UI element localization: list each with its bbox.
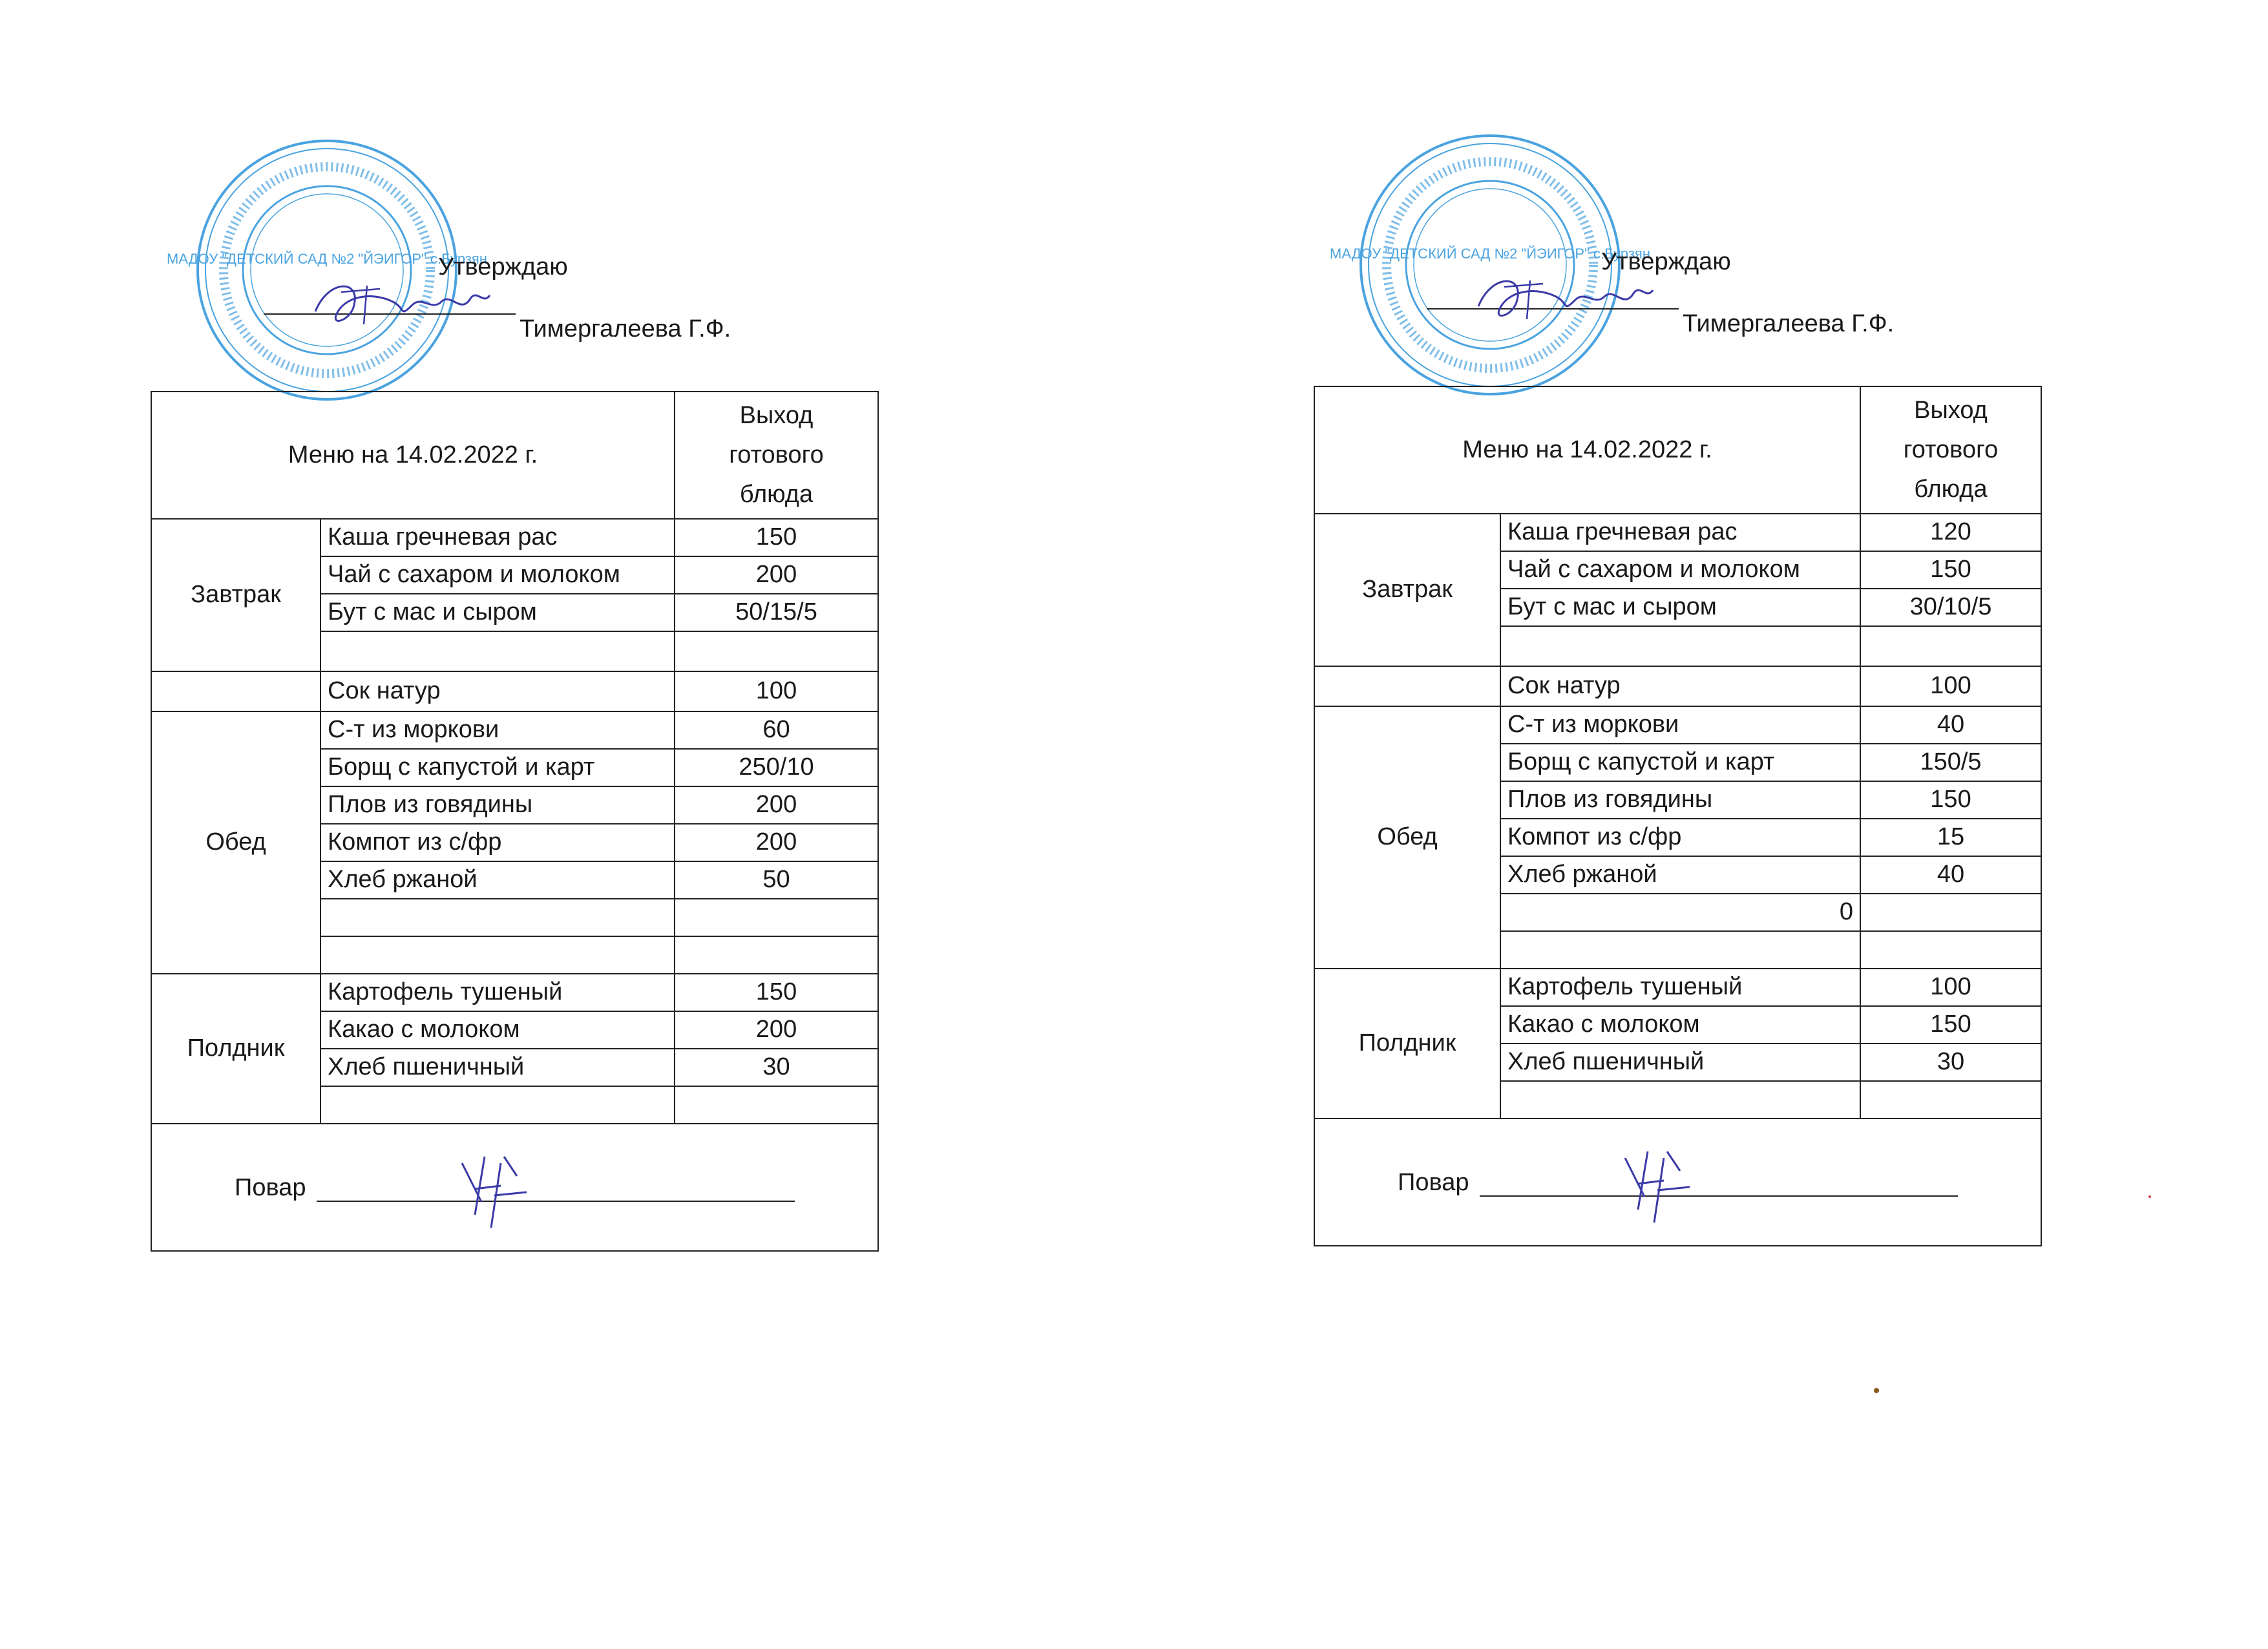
cook-label: Повар	[1398, 1169, 1469, 1196]
menu-sheet-right	[1310, 111, 2086, 1468]
output-header-line: Выход	[1914, 397, 1988, 425]
dish-name: Картофель тушеный	[320, 974, 675, 1011]
dish-output: 200	[675, 556, 878, 594]
dish-name: Какао с молоком	[1500, 1006, 1860, 1044]
dish-output: 50	[675, 861, 878, 899]
approver-name: Тимергалеева Г.Ф.	[520, 315, 731, 342]
empty-cell	[1500, 1081, 1860, 1119]
menu-sheet-left	[147, 116, 923, 1473]
empty-cell	[320, 1086, 675, 1124]
dish-output: 150	[675, 519, 878, 556]
empty-cell	[675, 631, 878, 671]
dish-name: С-т из моркови	[1500, 706, 1860, 744]
dish-name: Чай с сахаром и молоком	[320, 556, 675, 594]
dish-name: Борщ с капустой и карт	[320, 749, 675, 786]
meal-label-breakfast: Завтрак	[1314, 514, 1500, 666]
dish-name: Каша гречневая рас	[1500, 514, 1860, 551]
empty-cell	[675, 899, 878, 936]
empty-cell	[1860, 1081, 2041, 1119]
dish-name: Бут с мас и сыром	[320, 594, 675, 631]
dish-output: 15	[1860, 819, 2041, 856]
menu-table	[1314, 386, 2042, 1246]
dish-output: 30/10/5	[1860, 589, 2041, 626]
dish-output: 200	[675, 824, 878, 861]
output-header	[675, 392, 878, 519]
menu-title: Меню на 14.02.2022 г.	[1314, 386, 1860, 514]
cook-label: Повар	[235, 1174, 306, 1201]
output-header	[1860, 386, 2041, 514]
cook-footer	[151, 1124, 878, 1251]
stamp-center-text: МАДОУ "ДЕТСКИЙ САД №2 "ЙЭИГОР" с.Бурзян	[167, 251, 487, 267]
dish-name: Сок натур	[1500, 666, 1860, 706]
paper-speck	[2148, 1195, 2151, 1198]
cook-signature-icon	[1619, 1145, 1696, 1229]
dish-output: 200	[675, 786, 878, 824]
dish-output: 250/10	[675, 749, 878, 786]
cook-signature-icon	[456, 1150, 533, 1234]
dish-output: 100	[1860, 969, 2041, 1006]
dish-output: 150/5	[1860, 744, 2041, 781]
meal-label-lunch: Обед	[1314, 706, 1500, 969]
output-header-line: блюда	[1914, 475, 1988, 503]
approve-title: Утверждаю	[438, 253, 568, 280]
meal-label-afternoon: Полдник	[151, 974, 320, 1124]
dish-name: Сок натур	[320, 671, 675, 711]
dish-name: Плов из говядины	[320, 786, 675, 824]
menu-title: Меню на 14.02.2022 г.	[151, 392, 675, 519]
meal-label-breakfast: Завтрак	[151, 519, 320, 671]
output-header-line: готового	[729, 441, 824, 469]
dish-output: 60	[675, 711, 878, 749]
approver-signature-icon	[1465, 261, 1659, 339]
dish-output: 100	[1860, 666, 2041, 706]
empty-cell	[675, 936, 878, 974]
dish-output: 150	[1860, 781, 2041, 819]
empty-cell	[320, 936, 675, 974]
dish-name: Картофель тушеный	[1500, 969, 1860, 1006]
dish-name: Какао с молоком	[320, 1011, 675, 1049]
approve-title: Утверждаю	[1601, 248, 1731, 275]
empty-cell	[1860, 931, 2041, 969]
empty-cell	[1500, 626, 1860, 666]
dish-output: 200	[675, 1011, 878, 1049]
dish-name: Чай с сахаром и молоком	[1500, 551, 1860, 589]
dish-output: 150	[1860, 551, 2041, 589]
dish-output: 100	[675, 671, 878, 711]
dish-output: 40	[1860, 706, 2041, 744]
dish-output: 50/15/5	[675, 594, 878, 631]
dish-output: 30	[675, 1049, 878, 1086]
dish-output: 30	[1860, 1044, 2041, 1081]
dish-name: Борщ с капустой и карт	[1500, 744, 1860, 781]
dish-name: Компот из с/фр	[320, 824, 675, 861]
empty-cell	[1500, 931, 1860, 969]
dish-name: Хлеб пшеничный	[1500, 1044, 1860, 1081]
meal-label-lunch: Обед	[151, 711, 320, 974]
dish-output: 120	[1860, 514, 2041, 551]
blank-dish-value: 0	[1500, 894, 1860, 931]
empty-cell	[1860, 626, 2041, 666]
cook-footer	[1314, 1119, 2041, 1246]
output-header-line: готового	[1903, 436, 1999, 464]
dish-name: Хлеб ржаной	[1500, 856, 1860, 894]
dish-name: Хлеб пшеничный	[320, 1049, 675, 1086]
empty-cell	[1314, 666, 1500, 706]
menu-table	[151, 391, 879, 1252]
dish-name: Каша гречневая рас	[320, 519, 675, 556]
dish-name: Плов из говядины	[1500, 781, 1860, 819]
dish-output: 40	[1860, 856, 2041, 894]
empty-cell	[1860, 894, 2041, 931]
approver-signature-icon	[302, 266, 496, 344]
cook-signature-line	[317, 1201, 795, 1202]
meal-label-afternoon: Полдник	[1314, 969, 1500, 1119]
paper-speck	[1874, 1388, 1879, 1393]
dish-output: 150	[1860, 1006, 2041, 1044]
empty-cell	[320, 631, 675, 671]
cook-signature-line	[1480, 1195, 1958, 1197]
empty-cell	[675, 1086, 878, 1124]
output-header-line: блюда	[739, 480, 814, 508]
dish-output: 150	[675, 974, 878, 1011]
empty-cell	[151, 671, 320, 711]
output-header-line: Выход	[739, 402, 814, 430]
approver-name: Тимергалеева Г.Ф.	[1683, 310, 1895, 337]
stamp-center-text: МАДОУ "ДЕТСКИЙ САД №2 "ЙЭИГОР" с.Бурзян	[1330, 246, 1650, 262]
blank-dish-value	[320, 899, 675, 936]
dish-name: Бут с мас и сыром	[1500, 589, 1860, 626]
dish-name: Компот из с/фр	[1500, 819, 1860, 856]
dish-name: Хлеб ржаной	[320, 861, 675, 899]
dish-name: С-т из моркови	[320, 711, 675, 749]
